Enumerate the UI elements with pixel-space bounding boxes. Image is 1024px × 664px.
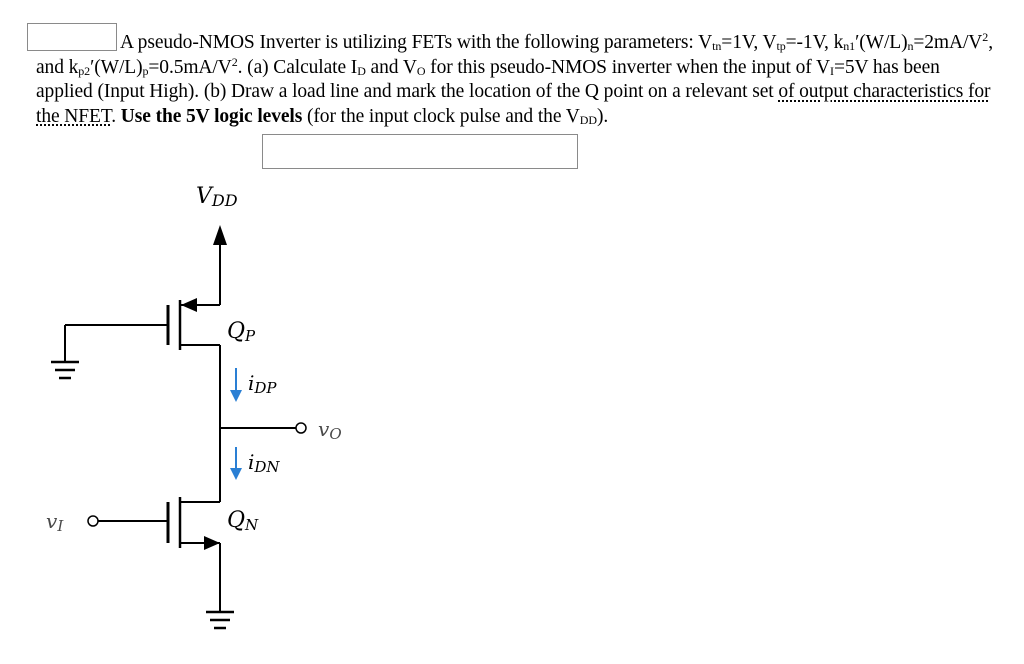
vdd-label: VDD — [196, 184, 238, 210]
qn-label: QN — [227, 508, 259, 534]
problem-statement: A pseudo-NMOS Inverter is utilizing FETs with the following parameters: Vtn=1V, Vtp=-1V, $kn1'(W/L)n=2mA/V^2$, and $kp2'(W/L)p=0.5mA/V^2$. (a) Calculate ID and VO for this pseudo-NMOS inverter when the input of VI=5V has been applied (Input High). (b) Draw a load line and mark the location of the Q point on a relevant set of output characteristics for the NFET. Use the 5V logic levels (for the input clock pulse and the VDD). — [36, 30, 993, 127]
idp-label: iDP — [248, 371, 277, 397]
pmos-arrow-icon — [181, 298, 197, 312]
ground-icon-left — [51, 362, 79, 378]
qp-label: QP — [227, 319, 256, 345]
idp-arrow-icon — [230, 368, 242, 402]
nmos-arrow-icon — [204, 536, 220, 550]
ground-icon-bottom — [206, 612, 234, 628]
vi-label: vI — [46, 509, 64, 535]
vo-label: vO — [318, 417, 342, 443]
underlined-text: of output characteristics for the NFET — [36, 81, 991, 127]
idn-arrow-icon — [230, 447, 242, 480]
input-terminal — [88, 516, 98, 526]
idn-label: iDN — [248, 450, 280, 476]
output-terminal — [296, 423, 306, 433]
vdd-arrow-icon — [213, 225, 227, 245]
bold-instruction: Use the 5V logic levels — [120, 105, 303, 127]
